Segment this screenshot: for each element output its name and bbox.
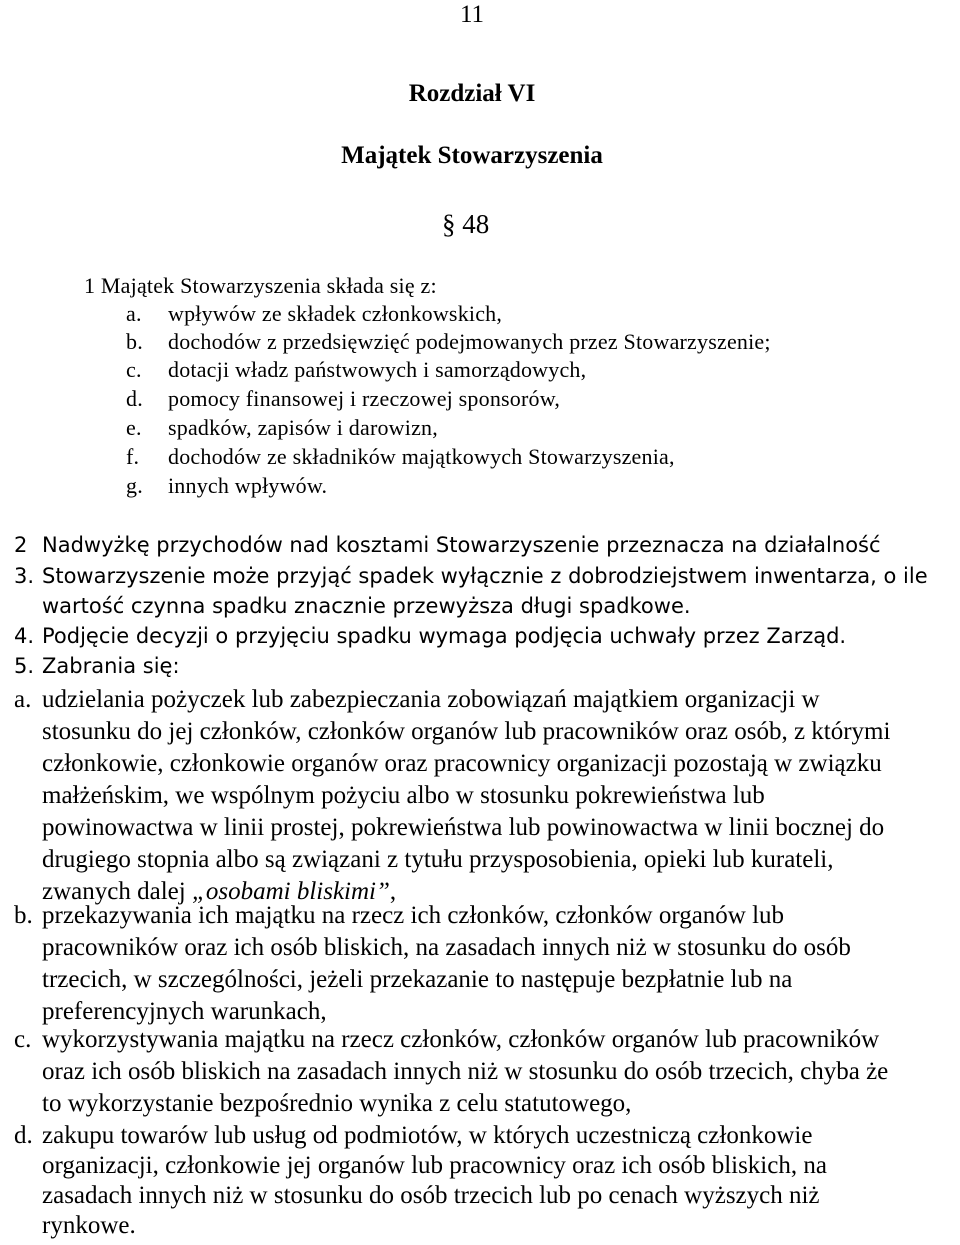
list-item-text: dochodów ze składników majątkowych Stowarzyszenia,	[168, 444, 675, 469]
item-line: zasadach innych niż w stosunku do osób trzecich lub po cenach wyższych niż	[42, 1182, 820, 1209]
item-label: c.	[14, 1026, 32, 1053]
item-line: przekazywania ich majątku na rzecz ich członków, członków organów lub	[42, 902, 785, 929]
item-line: zakupu towarów lub usług od podmiotów, w których uczestniczą członkowie	[42, 1122, 813, 1149]
list-item-text: dotacji władz państwowych i samorządowych,	[168, 357, 587, 382]
list-item-label: g.	[126, 473, 143, 498]
item-line: małżeńskim, we wspólnym pożyciu albo w stosunku pokrewieństwa lub	[42, 782, 765, 809]
paragraph-text: Nadwyżkę przychodów nad kosztami Stowarzyszenie przeznacza na działalność	[42, 533, 881, 557]
list-item-text: innych wpływów.	[168, 473, 328, 498]
list-item-label: a.	[126, 301, 142, 326]
list-item-text: wpływów ze składek członkowskich,	[168, 301, 503, 326]
item-text: ,	[389, 878, 397, 905]
item-line: wykorzystywania majątku na rzecz członków, członków organów lub pracowników	[42, 1026, 880, 1053]
list-item-text: dochodów z przedsięwzięć podejmowanych przez Stowarzyszenie;	[168, 329, 771, 354]
list-item-label: d.	[126, 386, 143, 411]
list-item-label: b.	[126, 329, 143, 354]
paragraph-line: Stowarzyszenie może przyjąć spadek wyłącznie z dobrodziejstwem inwentarza, o ile	[42, 564, 928, 588]
list-item-label: e.	[126, 415, 142, 440]
item-label: a.	[14, 686, 32, 713]
item-line: trzecich, w szczególności, jeżeli przekazanie to następuje bezpłatnie lub na	[42, 966, 793, 993]
item-line: oraz ich osób bliskich na zasadach innych niż w stosunku do osób trzecich, chyba że	[42, 1058, 889, 1085]
paragraph-number: 5.	[14, 654, 35, 678]
item-text: zwanych dalej	[42, 878, 192, 905]
page-number: 11	[459, 1, 485, 28]
paragraph-number: 2	[14, 533, 28, 557]
item-line: udzielania pożyczek lub zabezpieczania zobowiązań majątkiem organizacji w	[42, 686, 820, 713]
item-line: stosunku do jej członków, członków organów lub pracowników oraz osób, z którymi	[42, 718, 891, 745]
item-line: rynkowe.	[42, 1212, 136, 1239]
list-item-label: f.	[126, 444, 140, 469]
item-line: preferencyjnych warunkach,	[42, 998, 327, 1025]
item-label: d.	[14, 1122, 33, 1149]
list-item-label: c.	[126, 357, 142, 382]
paragraph-number: 4.	[14, 624, 35, 648]
item-line: organizacji, członkowie jej organów lub pracownicy oraz ich osób bliskich, na	[42, 1152, 827, 1179]
paragraph-text: Zabrania się:	[42, 654, 180, 678]
item-line: pracowników oraz ich osób bliskich, na zasadach innych niż w stosunku do osób	[42, 934, 851, 961]
list-item-text: pomocy finansowej i rzeczowej sponsorów,	[168, 386, 561, 411]
chapter-subtitle: Majątek Stowarzyszenia	[341, 142, 603, 169]
paragraph-line: wartość czynna spadku znacznie przewyższa długi spadkowe.	[42, 594, 691, 618]
paragraph-text: Podjęcie decyzji o przyjęciu spadku wymaga podjęcia uchwały przez Zarząd.	[42, 624, 847, 648]
item-line: członkowie, członkowie organów oraz pracownicy organizacji pozostają w związku	[42, 750, 882, 777]
paragraph-number: 3.	[14, 564, 35, 588]
section-number: § 48	[442, 209, 490, 239]
item-label: b.	[14, 902, 33, 929]
chapter-title: Rozdział VI	[408, 80, 536, 107]
item-line: powinowactwa w linii prostej, pokrewieństwa lub powinowactwa w linii bocznej do	[42, 814, 885, 841]
item-line: to wykorzystanie bezpośrednio wynika z celu statutowego,	[42, 1090, 632, 1117]
p1-intro: 1 Majątek Stowarzyszenia składa się z:	[84, 273, 437, 298]
item-line: drugiego stopnia albo są związani z tytułu przysposobienia, opieki lub kurateli,	[42, 846, 834, 873]
defined-term: „osobami bliskimi”	[191, 878, 390, 905]
list-item-text: spadków, zapisów i darowizn,	[168, 415, 438, 440]
